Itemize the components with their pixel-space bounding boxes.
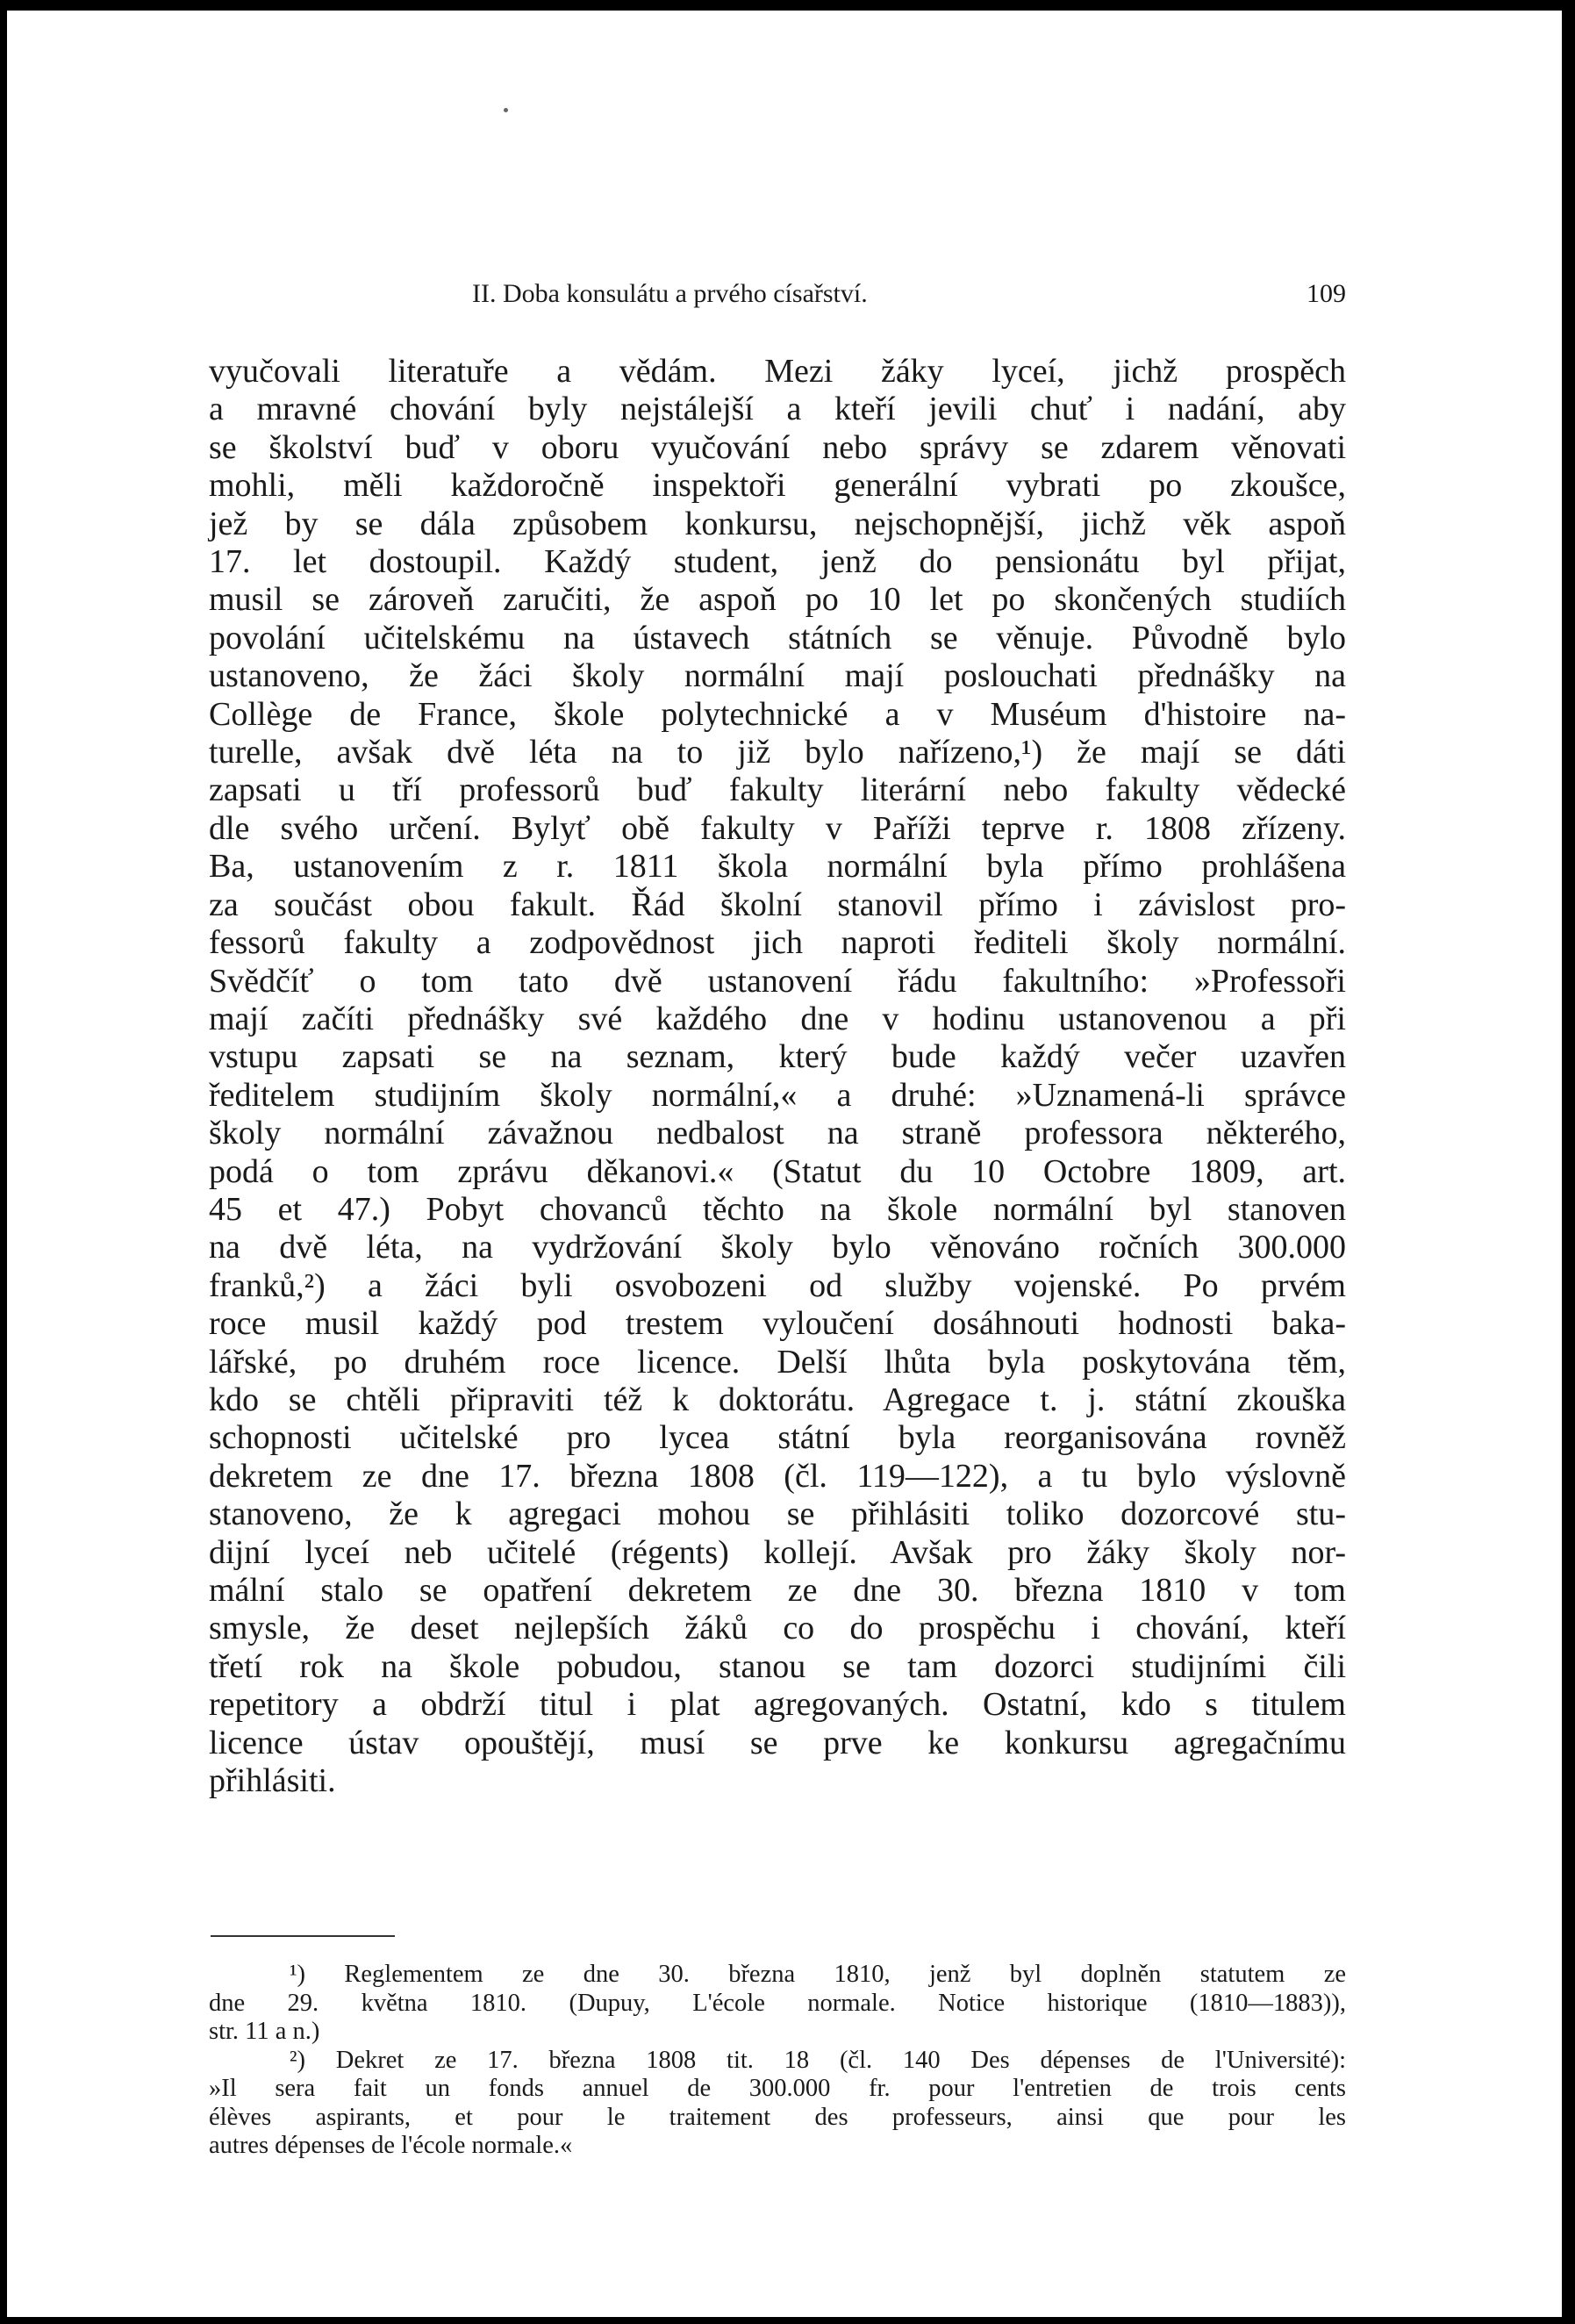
text-line: třetí rok na škole pobudou, stanou se tam dozorci studijními čili (209, 1647, 1346, 1685)
text-line: musil se zároveň zaručiti, že aspoň po 10 let po skončených studiích (209, 581, 1346, 619)
footnote-line: dne 29. května 1810. (Dupuy, L'école normale. Notice historique (1810—1883)), (209, 1989, 1346, 2017)
text-line: Collège de France, škole polytechnické a v Muséum d'histoire na- (209, 695, 1346, 733)
text-line: přihlásiti. (209, 1762, 336, 1800)
text-line: smysle, že deset nejlepších žáků co do prospěchu i chování, kteří (209, 1610, 1346, 1647)
page-number: 109 (1307, 279, 1346, 308)
text-line: repetitory a obdrží titul i plat agregovaných. Ostatní, kdo s titulem (209, 1686, 1346, 1724)
text-line: schopnosti učitelské pro lycea státní byla reorganisována rovněž (209, 1419, 1346, 1457)
text-line: franků,²) a žáci byli osvobozeni od služby vojenské. Po prvém (209, 1266, 1346, 1304)
text-line: za součást obou fakult. Řád školní stanovil přímo i závislost pro- (209, 886, 1346, 923)
footnote-line: str. 11 a n.) (209, 2018, 320, 2045)
footnote-line: »Il sera fait un fonds annuel de 300.000 fr. pour l'entretien de trois cents (209, 2075, 1346, 2102)
text-line: stanoveno, že k agregaci mohou se přihlásiti toliko dozorcové stu- (209, 1496, 1346, 1533)
text-line: dle svého určení. Bylyť obě fakulty v Paříži teprve r. 1808 zřízeny. (209, 809, 1346, 847)
footnotes (209, 1961, 1346, 2161)
footnote-line: ²) Dekret ze 17. března 1808 tit. 18 (čl. 140 Des dépenses de l'Université): (290, 2046, 1346, 2074)
text-line: kdo se chtěli připraviti též k doktorátu. Agregace t. j. státní zkouška (209, 1381, 1346, 1418)
text-line: 45 et 47.) Pobyt chovanců těchto na škole normální byl stanoven (209, 1190, 1346, 1228)
text-line: zapsati u tří professorů buď fakulty literární nebo fakulty vědecké (209, 771, 1346, 809)
text-line: podá o tom zprávu děkanovi.« (Statut du 10 Octobre 1809, art. (209, 1152, 1346, 1190)
text-line: fessorů fakulty a zodpovědnost jich naproti řediteli školy normální. (209, 924, 1346, 962)
text-line: dijní lyceí neb učitelé (régents) kollejí. Avšak pro žáky školy nor- (209, 1533, 1346, 1571)
text-line: a mravné chování byly nejstálejší a kteří jevili chuť i nadání, aby (209, 391, 1346, 428)
text-line: mální stalo se opatření dekretem ze dne 30. března 1810 v tom (209, 1572, 1346, 1609)
text-line: dekretem ze dne 17. března 1808 (čl. 119—122), a tu bylo výslovně (209, 1457, 1346, 1495)
text-line: jež by se dála způsobem konkursu, nejschopnější, jichž věk aspoň (209, 505, 1346, 542)
text-line: licence ústav opouštějí, musí se prve ke konkursu agregačnímu (209, 1724, 1346, 1761)
text-line: ředitelem studijním školy normální,« a druhé: »Uznamená-li správce (209, 1076, 1346, 1114)
text-line: turelle, avšak dvě léta na to již bylo nařízeno,¹) že mají se dáti (209, 734, 1346, 771)
text-line: školy normální závažnou nedbalost na straně professora některého, (209, 1115, 1346, 1152)
footnote-line: élèves aspirants, et pour le traitement des professeurs, ainsi que pour les (209, 2103, 1346, 2131)
text-line: mohli, měli každoročně inspektoři generální vybrati po zkoušce, (209, 467, 1346, 505)
text-line: roce musil každý pod trestem vyloučení dosáhnouti hodnosti baka- (209, 1305, 1346, 1343)
book-page (7, 11, 1562, 2317)
text-line: Ba, ustanovením z r. 1811 škola normální byla přímo prohlášena (209, 848, 1346, 886)
main-text (209, 353, 1346, 1800)
text-line: mají začíti přednášky své každého dne v hodinu ustanovenou a při (209, 1000, 1346, 1037)
footnote-line: ¹) Reglementem ze dne 30. března 1810, jenž byl doplněn statutem ze (290, 1961, 1346, 1988)
text-line: povolání učitelskému na ústavech státních se věnuje. Původně bylo (209, 619, 1346, 656)
text-line: lářské, po druhém roce licence. Delší lhůta byla poskytována těm, (209, 1343, 1346, 1381)
text-line: Svědčíť o tom tato dvě ustanovení řádu fakultního: »Professoři (209, 962, 1346, 1000)
chapter-title: II. Doba konsulátu a prvého císařství. (472, 279, 868, 308)
text-line: se školství buď v oboru vyučování nebo správy se zdarem věnovati (209, 428, 1346, 466)
text-line: na dvě léta, na vydržování školy bylo věnováno ročních 300.000 (209, 1229, 1346, 1266)
footnote-line: autres dépenses de l'école normale.« (209, 2132, 573, 2159)
text-line: ustanoveno, že žáci školy normální mají poslouchati přednášky na (209, 657, 1346, 695)
text-line: vstupu zapsati se na seznam, který bude každý večer uzavřen (209, 1038, 1346, 1076)
text-line: vyučovali literatuře a vědám. Mezi žáky lyceí, jichž prospěch (209, 353, 1346, 390)
text-line: 17. let dostoupil. Každý student, jenž do pensionátu byl přijat, (209, 543, 1346, 581)
print-speck (504, 108, 508, 112)
footnote-separator (211, 1935, 395, 1937)
